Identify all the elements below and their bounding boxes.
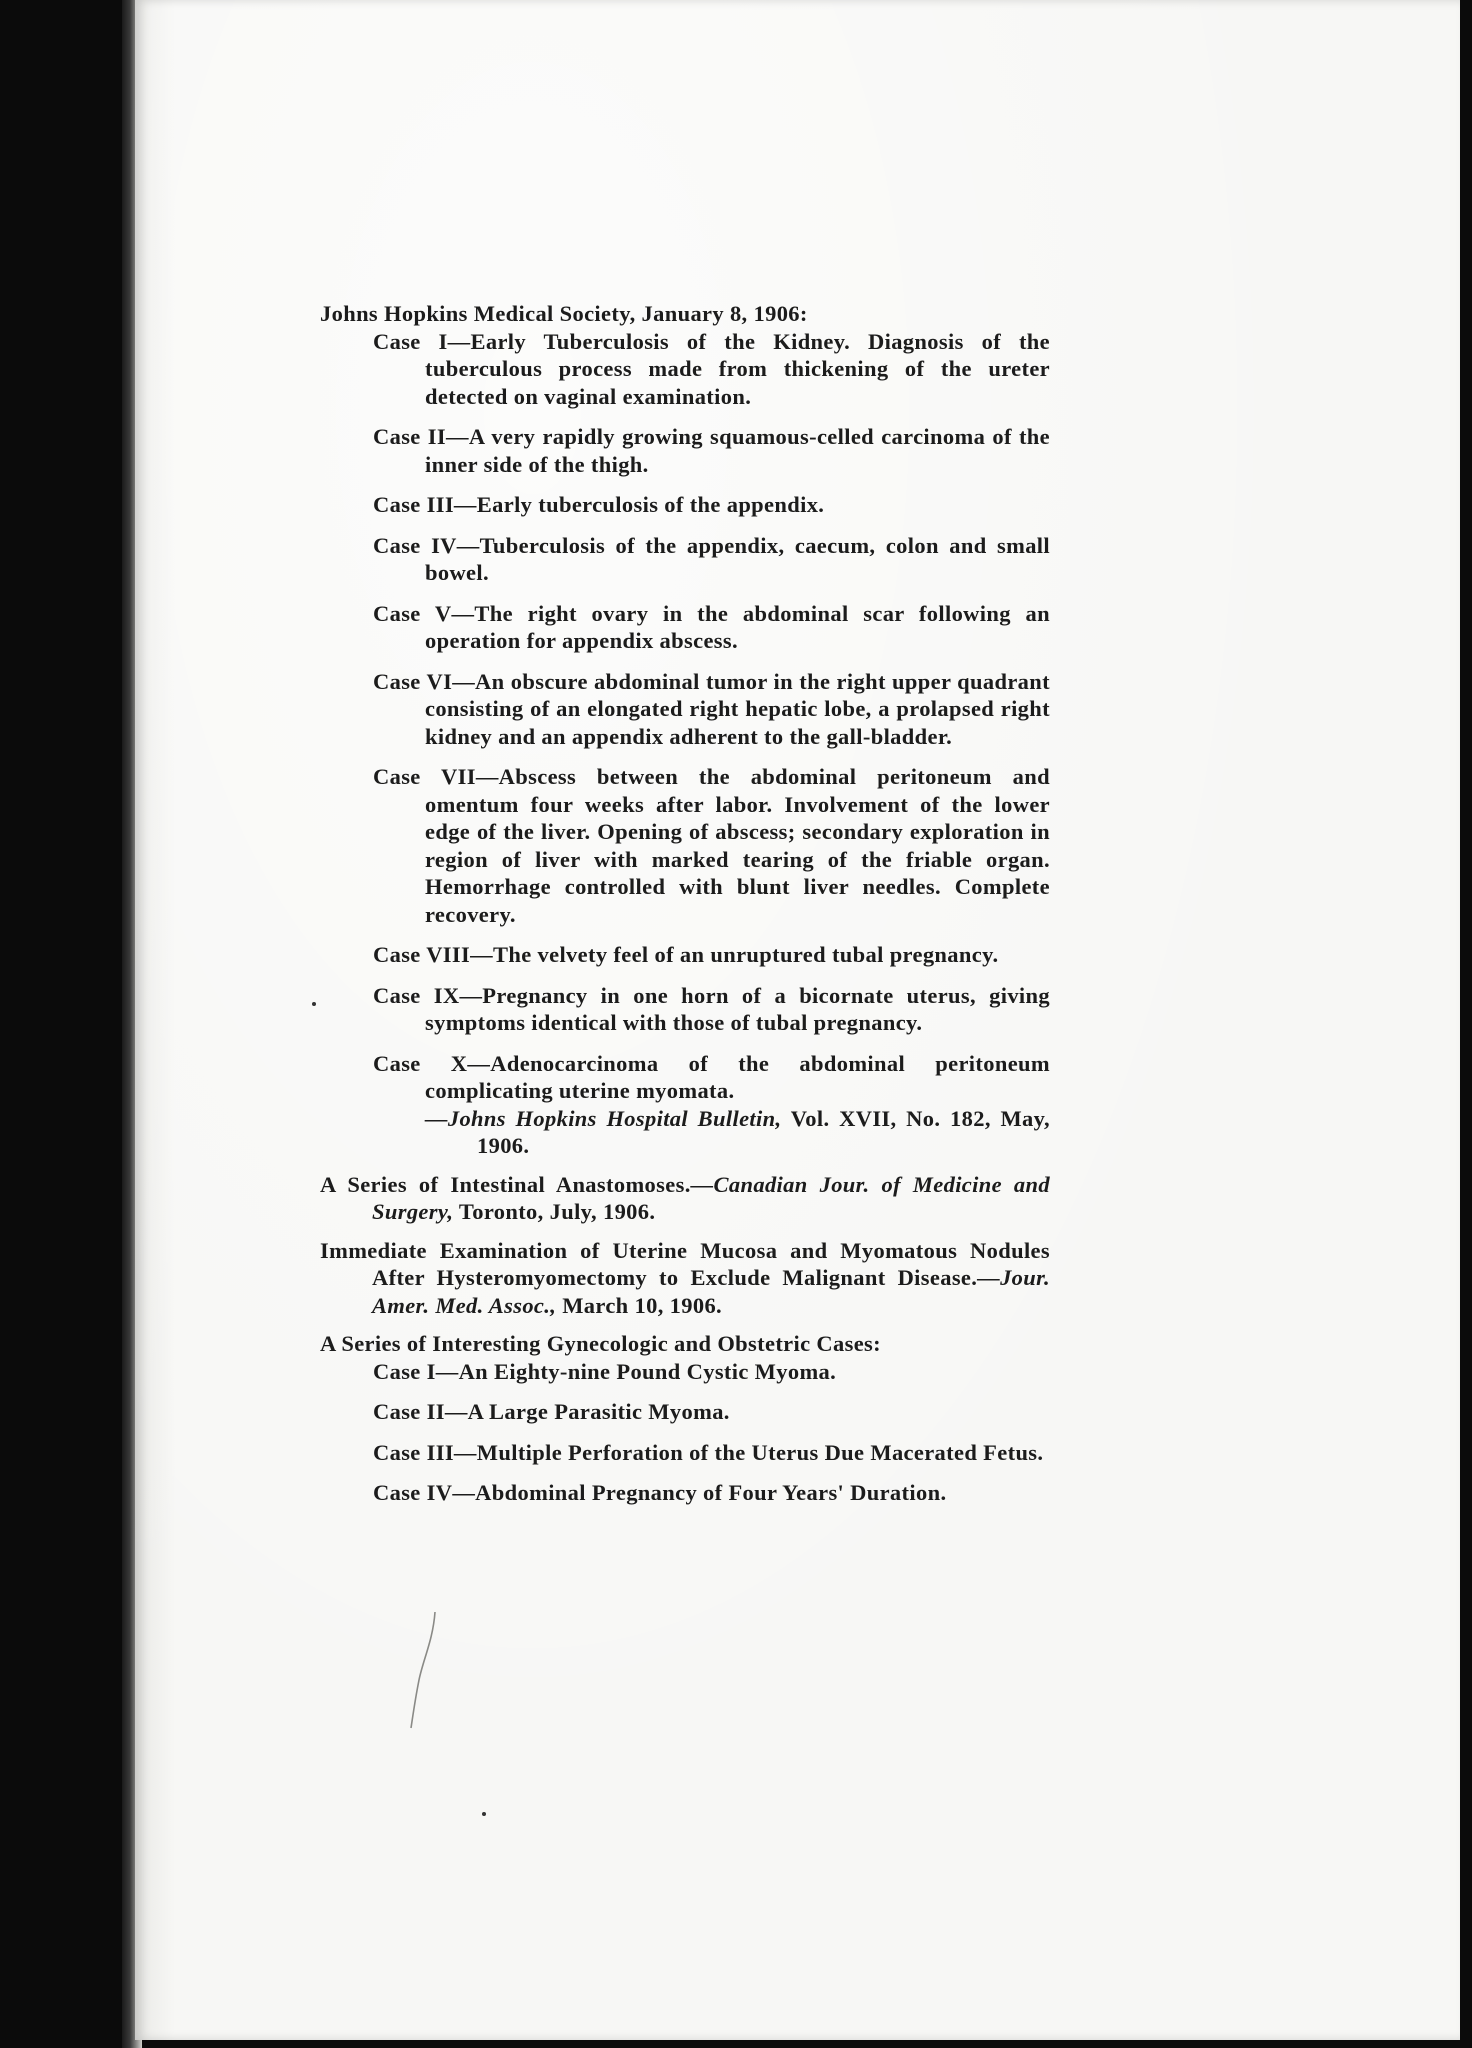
immediate-journal: —Jour. Amer. Med. Assoc., <box>372 1265 1050 1318</box>
ink-speck <box>482 1812 486 1816</box>
jhms-case-10: Case X—Adenocarcinoma of the abdominal peritoneum complicating uterine myomata. <box>373 1050 1050 1103</box>
jhms-case-6: Case VI—An obscure abdominal tumor in the right upper quadrant consisting of an elongated right hepatic lobe, a prolapsed right kidney and an appendix adherent to the gall-bladder. <box>373 668 1050 749</box>
gyn-heading: A Series of Interesting Gynecologic and Obstetric Cases: <box>320 1331 881 1356</box>
immediate-details: March 10, 1906. <box>556 1292 723 1318</box>
jhms-source-details: Vol. XVII, No. 182, May, 1906. <box>477 1105 1050 1158</box>
jhms-case-5: Case V—The right ovary in the abdominal scar following an operation for appendix abscess. <box>373 600 1050 653</box>
jhms-case-2: Case II—A very rapidly growing squamous-celled carcinoma of the inner side of the thigh. <box>373 424 1050 477</box>
jhms-source-journal: —Johns Hopkins Hospital Bulletin, <box>425 1105 782 1131</box>
jhms-case-9: Case IX—Pregnancy in one horn of a bicornate uterus, giving symptoms identical with those of tubal pregnancy. <box>373 982 1050 1035</box>
jhms-case-4: Case IV—Tuberculosis of the appendix, caecum, colon and small bowel. <box>373 532 1050 585</box>
publication-list <box>320 300 1050 1520</box>
paper-tear-mark <box>405 1610 445 1730</box>
anastomoses-details: Toronto, July, 1906. <box>453 1199 656 1224</box>
gyn-case-2: Case II—A Large Parasitic Myoma. <box>373 1399 730 1424</box>
jhms-case-7: Case VII—Abscess between the abdominal peritoneum and omentum four weeks after labor. Involvement of the lower edge of the liver. Opening of abscess; secondary exploration in region of liver with marked tearing of the friable organ. Hemorrhage controlled with blunt liver needles. Complete recovery. <box>373 764 1050 927</box>
gyn-case-1: Case I—An Eighty-nine Pound Cystic Myoma. <box>373 1358 837 1384</box>
anastomoses-journal: —Canadian Jour. of Medicine and Surgery, <box>372 1171 1050 1224</box>
immediate-entry <box>320 1237 1050 1320</box>
gyn-case-3: Case III—Multiple Perforation of the Uterus Due Macerated Fetus. <box>373 1439 1044 1465</box>
jhms-case-8: Case VIII—The velvety feel of an unruptured tubal pregnancy. <box>373 942 999 967</box>
immediate-title: Immediate Examination of Uterine Mucosa and Myomatous Nodules After Hysteromyomectomy to Exclude Malignant Disease. <box>320 1237 1050 1290</box>
jhms-case-3: Case III—Early tuberculosis of the appendix. <box>373 492 825 517</box>
jhms-heading: Johns Hopkins Medical Society, January 8, 1906: <box>320 301 808 326</box>
anastomoses-title: A Series of Intestinal Anastomoses. <box>320 1171 691 1197</box>
jhms-case-1: Case I—Early Tuberculosis of the Kidney. Diagnosis of the tuberculous process made from thickening of the ureter detected on vaginal examination. <box>373 328 1050 409</box>
gyn-case-4: Case IV—Abdominal Pregnancy of Four Years' Duration. <box>373 1480 947 1505</box>
jhms-source <box>425 1105 1050 1160</box>
ink-speck <box>312 1002 316 1006</box>
anastomoses-entry <box>320 1171 1050 1226</box>
